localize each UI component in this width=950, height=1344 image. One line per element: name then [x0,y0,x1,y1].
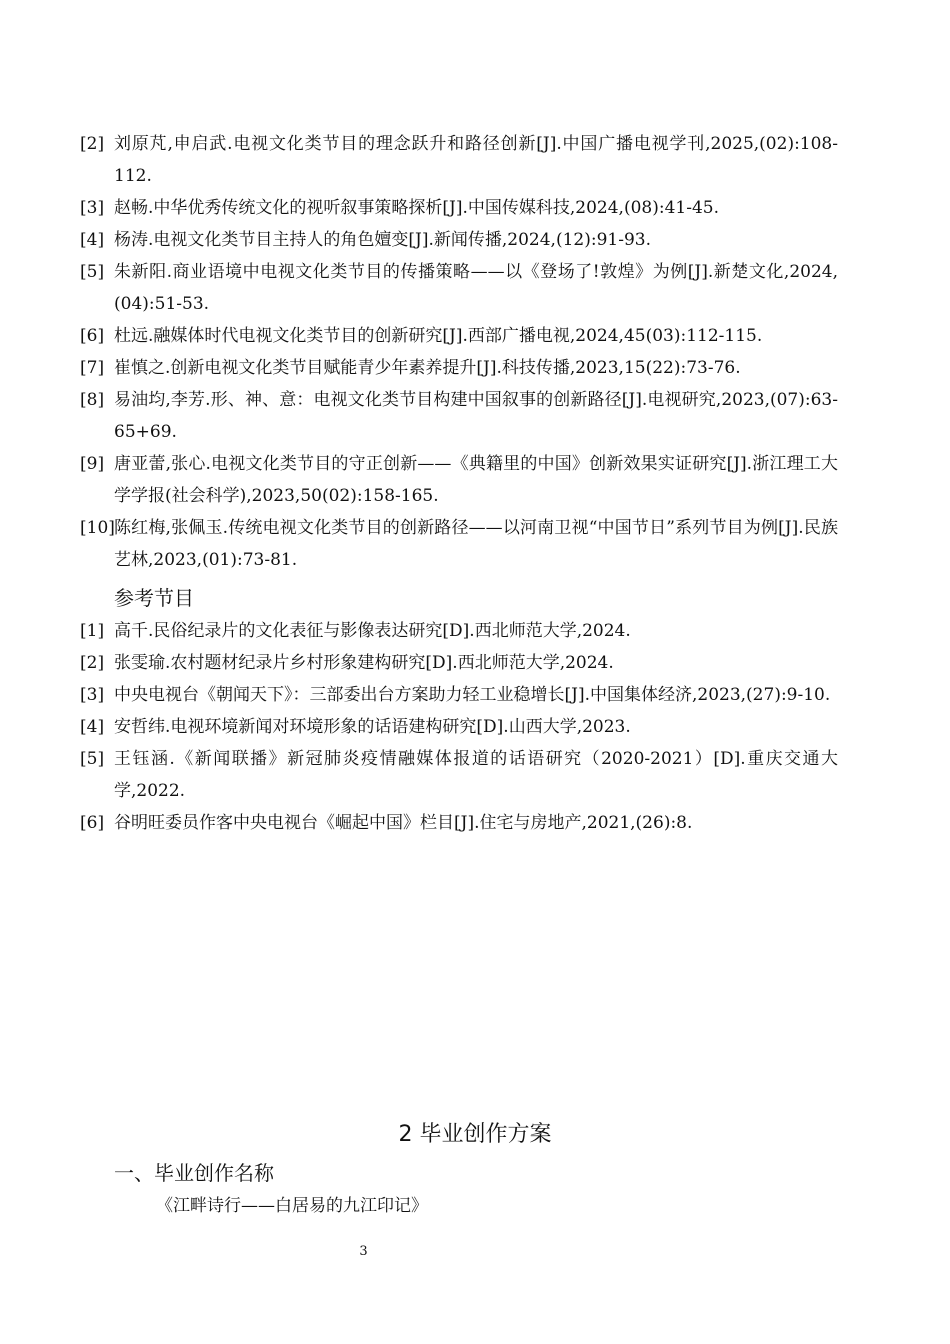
program-item [80,743,838,807]
reference-number: [9] [80,454,105,474]
reference-text: 陈红梅,张佩玉.传统电视文化类节目的创新路径——以河南卫视“中国节日”系列节目为例[J].民族艺林,2023,(01):73-81. [114,518,838,570]
program-list [80,615,838,839]
reference-text: 朱新阳.商业语境中电视文化类节目的传播策略——以《登场了!敦煌》为例[J].新楚文化,2024,(04):51-53. [114,262,838,314]
reference-item [80,320,838,352]
chapter-title: 2 毕业创作方案 [398,1122,552,1147]
reference-number: [8] [80,390,105,410]
program-text: 高千.民俗纪录片的文化表征与影像表达研究[D].西北师范大学,2024. [114,621,631,641]
program-number: [3] [80,685,105,705]
section-title: 一、毕业创作名称 [114,1161,274,1185]
reference-item [80,384,838,448]
program-item [80,807,838,839]
program-text: 安哲纬.电视环境新闻对环境形象的话语建构研究[D].山西大学,2023. [114,717,631,737]
reference-number: [6] [80,326,105,346]
program-number: [5] [80,749,105,769]
reference-text: 崔慎之.创新电视文化类节目赋能青少年素养提升[J].科技传播,2023,15(22):73-76. [114,358,741,378]
program-item [80,615,838,647]
program-text: 中央电视台《朝闻天下》：三部委出台方案助力轻工业稳增长[J].中国集体经济,2023,(27):9-10. [114,685,831,705]
reference-text: 易油均,李芳.形、神、意：电视文化类节目构建中国叙事的创新路径[J].电视研究,2023,(07):63-65+69. [114,390,838,442]
program-text: 张雯瑜.农村题材纪录片乡村形象建构研究[D].西北师范大学,2024. [114,653,614,673]
program-number: [2] [80,653,105,673]
reference-item [80,352,838,384]
reference-item [80,256,838,320]
reference-item [80,192,838,224]
reference-item [80,512,838,576]
reference-number: [4] [80,230,105,250]
page-number: 3 [359,1244,368,1259]
reference-number: [10] [80,518,115,538]
reference-text: 杜远.融媒体时代电视文化类节目的创新研究[J].西部广播电视,2024,45(03):112-115. [114,326,763,346]
program-text: 谷明旺委员作客中央电视台《崛起中国》栏目[J].住宅与房地产,2021,(26):8. [114,813,693,833]
reference-text: 赵畅.中华优秀传统文化的视听叙事策略探析[J].中国传媒科技,2024,(08):41-45. [114,198,719,218]
reference-number: [5] [80,262,105,282]
program-number: [6] [80,813,105,833]
program-item [80,711,838,743]
reference-list [80,128,838,576]
reference-item [80,448,838,512]
reference-item [80,224,838,256]
program-text: 王钰涵.《新闻联播》新冠肺炎疫情融媒体报道的话语研究（2020-2021）[D].重庆交通大学,2022. [114,749,838,801]
program-number: [1] [80,621,105,641]
reference-item [80,128,838,192]
program-item [80,647,838,679]
reference-text: 唐亚蕾,张心.电视文化类节目的守正创新——《典籍里的中国》创新效果实证研究[J].浙江理工大学学报(社会科学),2023,50(02):158-165. [114,454,838,506]
program-number: [4] [80,717,105,737]
programs-heading: 参考节目 [114,586,194,610]
work-title: 《江畔诗行——白居易的九江印记》 [156,1196,428,1216]
reference-number: [2] [80,134,105,154]
reference-text: 杨涛.电视文化类节目主持人的角色嬗变[J].新闻传播,2024,(12):91-93. [114,230,651,250]
reference-number: [3] [80,198,105,218]
reference-number: [7] [80,358,105,378]
program-item [80,679,838,711]
reference-text: 刘原芃,申启武.电视文化类节目的理念跃升和路径创新[J].中国广播电视学刊,2025,(02):108-112. [114,134,838,186]
